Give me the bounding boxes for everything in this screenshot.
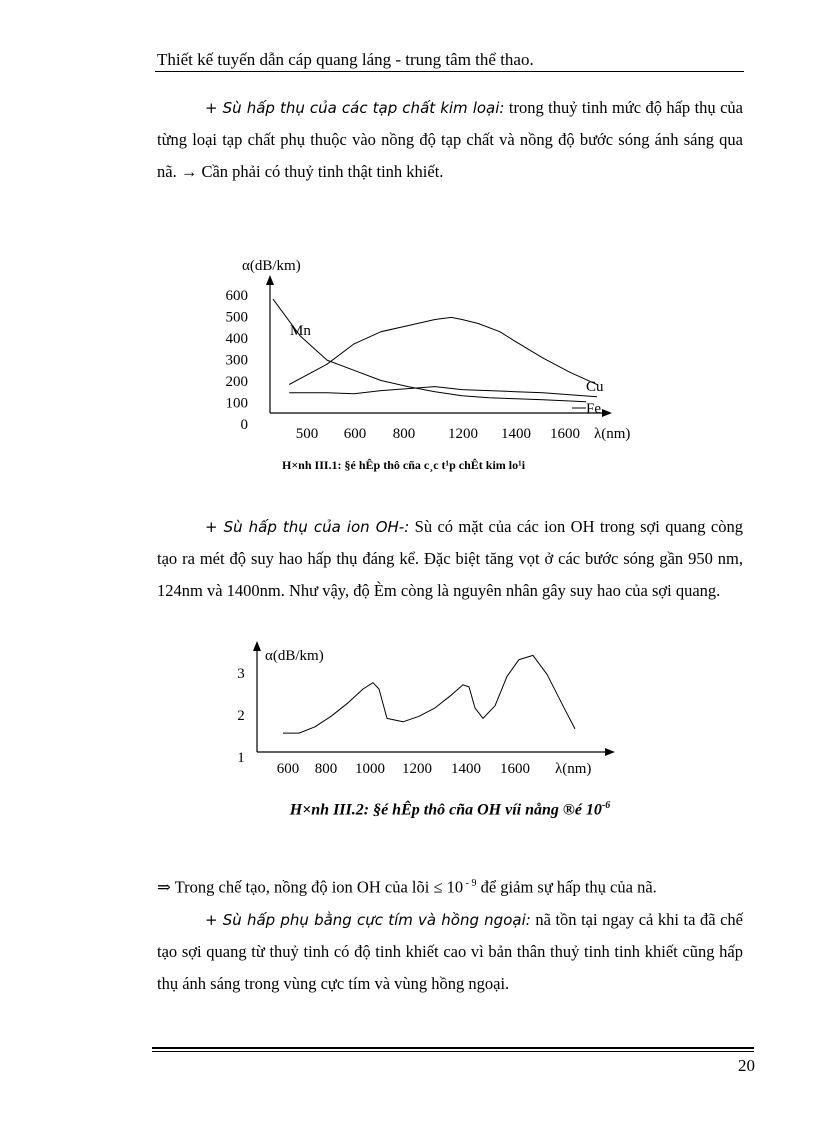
para3-text1: Trong chế tạo, nồng độ ion OH của lõi ≤ 10 — [170, 877, 464, 897]
footer-rule — [152, 1047, 754, 1049]
chart1-x-tick: 1600 — [550, 426, 580, 442]
chart2-xlabel: λ(nm) — [555, 761, 592, 777]
chart2-x-tick: 1400 — [451, 761, 481, 777]
chart1-label-mn: Mn — [290, 323, 311, 339]
chart2-x-tick: 1600 — [500, 761, 530, 777]
header-rule — [155, 71, 744, 72]
chart1-series-cu — [289, 317, 597, 384]
para3-text2: để giảm sự hấp thụ của nã. — [476, 877, 657, 897]
chart1-y-arrow-icon — [266, 275, 274, 285]
para4-text: nã tồn tại ngay cả khi ta đã chế tạo sợi quang từ thuỷ tinh có độ tinh khiết cao vì bản thân thuỷ tinh tinh khiết cũng hấp thụ ánh sáng trong vùng cực tím và vùng hồng ngoại. — [157, 909, 743, 993]
chart2-x-tick: 1000 — [355, 761, 385, 777]
chart1-x-tick: 1400 — [501, 426, 531, 442]
chart2-ylabel: α(dB/km) — [265, 648, 324, 664]
chart-metal-absorption — [200, 245, 660, 475]
footer-rule-thin — [152, 1051, 754, 1052]
para1-tail: Cần phải có thuỷ tinh thật tinh khiết. — [201, 162, 444, 181]
para2-lead: + Sù hấp thụ của ion OH-: — [205, 518, 410, 536]
chart2-x-tick: 600 — [276, 761, 300, 777]
chart-oh-absorption — [225, 640, 625, 780]
chart2-caption-sup: -6 — [601, 800, 611, 811]
para1-text: trong thuỷ tinh mức độ hấp thụ của từng loại tạp chất phụ thuộc vào nồng độ tạp chất và nồng độ bước sóng ánh sáng qua nã. — [157, 98, 743, 181]
chart1-label-cu: Cu — [586, 379, 604, 395]
chart1-label-fe: Fe — [586, 401, 601, 417]
chart1-ylabel: α(dB/km) — [242, 258, 301, 274]
chart2-x-arrow-icon — [605, 748, 615, 756]
chart2-series-oh — [283, 655, 575, 733]
page-number: 20 — [738, 1056, 755, 1075]
chart1-y-tick: 0 — [240, 417, 248, 433]
arrow-icon: → — [176, 162, 202, 181]
chart1-x-tick: 500 — [295, 426, 319, 442]
chart2-x-tick: 1200 — [402, 761, 432, 777]
chart2-caption — [157, 800, 743, 819]
header-title: Thiết kế tuyến dẫn cáp quang láng - trung tâm thể thao. — [157, 50, 534, 69]
chart2-y-tick: 1 — [237, 750, 245, 766]
chart1-y-tick: 100 — [225, 395, 248, 412]
chart1-x-arrow-icon — [602, 409, 612, 417]
para3-sup: - 9 — [463, 878, 477, 889]
chart1-series-fe — [289, 387, 597, 397]
chart1-y-tick: 600 — [225, 288, 248, 304]
paragraph-oh-ion — [157, 511, 743, 607]
chart1-x-tick: 600 — [343, 426, 367, 442]
chart2-y-arrow-icon — [253, 641, 261, 651]
chart2-y-tick: 2 — [237, 708, 245, 724]
chart1-xlabel: λ(nm) — [594, 426, 631, 442]
chart1-y-tick: 500 — [225, 309, 248, 326]
chart2-y-tick: 3 — [237, 666, 245, 682]
chart1-x-tick: 1200 — [448, 426, 478, 442]
paragraph-metal-impurities — [157, 92, 743, 188]
chart1-x-tick: 800 — [392, 426, 416, 442]
para4-lead: + Sù hấp phụ bằng cực tím và hồng ngoại: — [205, 910, 531, 929]
para1-lead: + Sù hấp thụ của các tạp chất kim loại: — [205, 99, 505, 117]
chart1-series-mn — [273, 299, 586, 402]
chart1-caption: H×nh III.1: §é hÊp thô cña c¸c t¹p chÊt kim lo¹i — [282, 458, 526, 472]
chart1-y-tick: 400 — [225, 331, 248, 347]
double-arrow-icon: ⇒ — [157, 877, 171, 897]
chart1-y-tick: 300 — [225, 352, 248, 369]
chart2-caption-text: H×nh III.2: §é hÊp thô cña OH víi nång ®é 10 — [289, 801, 602, 819]
chart1-y-tick: 200 — [225, 374, 248, 390]
paragraph-oh-concentration — [157, 868, 743, 1000]
chart2-x-tick: 800 — [314, 761, 338, 777]
para2-text: Sù có mặt của các ion OH trong sợi quang còng tạo ra mét độ suy hao hấp thụ đáng kể. Đặc biệt tăng vọt ở các bước sóng gần 950 nm, 124nm và 1400nm. Như vậy, độ Èm còng là nguyên nhân gây suy hao của sợi quang. — [157, 517, 743, 600]
